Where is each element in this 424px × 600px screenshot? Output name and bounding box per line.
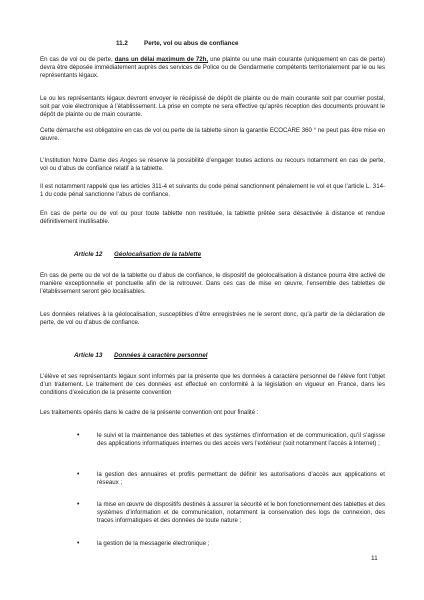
list-item: la gestion de la messagerie électronique ;: [97, 540, 210, 547]
deadline-emphasis: dans un délai maximum de 72h,: [114, 56, 209, 63]
article-12-heading: [74, 251, 201, 258]
section-number: 11.2: [116, 40, 128, 47]
list-item: le suivi et la maintenance des tablettes et des systèmes d’information et de communication, qu’il s’agisse des applications informatiques internes ou des accès vers l’extérieur (soit notamment l’accès à Internet) ;: [97, 432, 385, 448]
bullet-icon: •: [77, 540, 80, 547]
paragraph-receipt-sending: Le ou les représentants légaux devront envoyer le récépissé de dépôt de plainte ou de main courante soit par courrier postal, soit par voie électronique à l’établissement. La prise en compte ne sera effective qu’après réception des documents prouvant le dépôt de plainte ou de main courante.: [40, 95, 385, 119]
paragraph-geolocation-activation: En cas de perte ou de vol de la tablette ou d’abus de confiance, le dispositif de géolocalisation à distance pourra être activé de manière exceptionnelle et ponctuelle afin de la retrouver. Dans ces cas de mise en œuvre, l’ensemble des tablettes de l’établissement seront géo localisables.: [40, 272, 385, 296]
paragraph-purposes-intro: Les traitements opérés dans le cadre de la présente convention ont pour finalité :: [40, 409, 259, 416]
bullet-icon: •: [77, 501, 80, 508]
article-12-title: Géolocalisation de la tablette: [114, 251, 202, 258]
paragraph-deactivation: En cas de perte ou de vol ou pour toute tablette non restituée, la tablette prêtée sera désactivée à distance et rendue définitivement inutilisable.: [40, 210, 385, 226]
article-13-number: Article 13: [74, 352, 103, 359]
article-13-heading: [74, 352, 207, 359]
paragraph-geolocation-data: Les données relatives à la géolocalisation, susceptibles d’être enregistrées ne le seront donc, qu’à partir de la déclaration de perte, de vol ou d’abus de confiance.: [40, 311, 385, 327]
page-number: 11: [371, 555, 378, 562]
list-item: la mise en œuvre de dispositifs destinés à assurer la sécurité et le bon fonctionnement des tablettes et des systèmes d’information et de communication, notamment la conservation des logs de connexion, des traces informatiques et des données de toute nature ;: [97, 501, 385, 525]
article-13-title: Données à caractère personnel: [114, 352, 208, 359]
article-12-number: Article 12: [74, 251, 103, 258]
paragraph-loss-theft-reporting: En cas de vol ou de perte, dans un délai maximum de 72h, une plainte ou une main courante (uniquement en cas de perte) devra être déposée immédiatement auprès des services de Police ou de Gendarmerie compétents territorialement par le ou les représentants légaux.: [40, 56, 386, 80]
paragraph-penal-code: Il est notamment rappelé que les articles 311-4 et suivants du code pénal sanctionnent pénalement le vol et que l’article L. 314-1 du code pénal sanctionne l’abus de confiance.: [40, 183, 385, 199]
bullet-icon: •: [77, 432, 80, 439]
section-title: Perte, vol ou abus de confiance: [144, 40, 239, 47]
list-item: la gestion des annuaires et profils permettant de définir les autorisations d’accès aux applications et réseaux ;: [97, 471, 385, 487]
paragraph-personal-data-info: L’élève et ses représentants légaux sont informés par la présente que les données à caractère personnel de l’élève font l’objet d’un traitement. Le traitement de ces données est effectué en conformité à la législation en vigueur en France, dans les conditions d’exécution de la présente convention: [40, 373, 385, 397]
paragraph-institution-recourse: L’Institution Notre Dame des Anges se réserve la possibilité d’engager toutes actions ou recours notamment en cas de perte, vol ou d’abus de confiance relatif à la tablette.: [40, 157, 385, 173]
section-heading: [116, 40, 238, 47]
bullet-icon: •: [77, 471, 80, 478]
paragraph-ecocare-warranty: Cette démarche est obligatoire en cas de vol ou perte de la tablette sinon la garantie ECOCARE 360 ° ne peut pas être mise en œuvre.: [40, 127, 385, 143]
